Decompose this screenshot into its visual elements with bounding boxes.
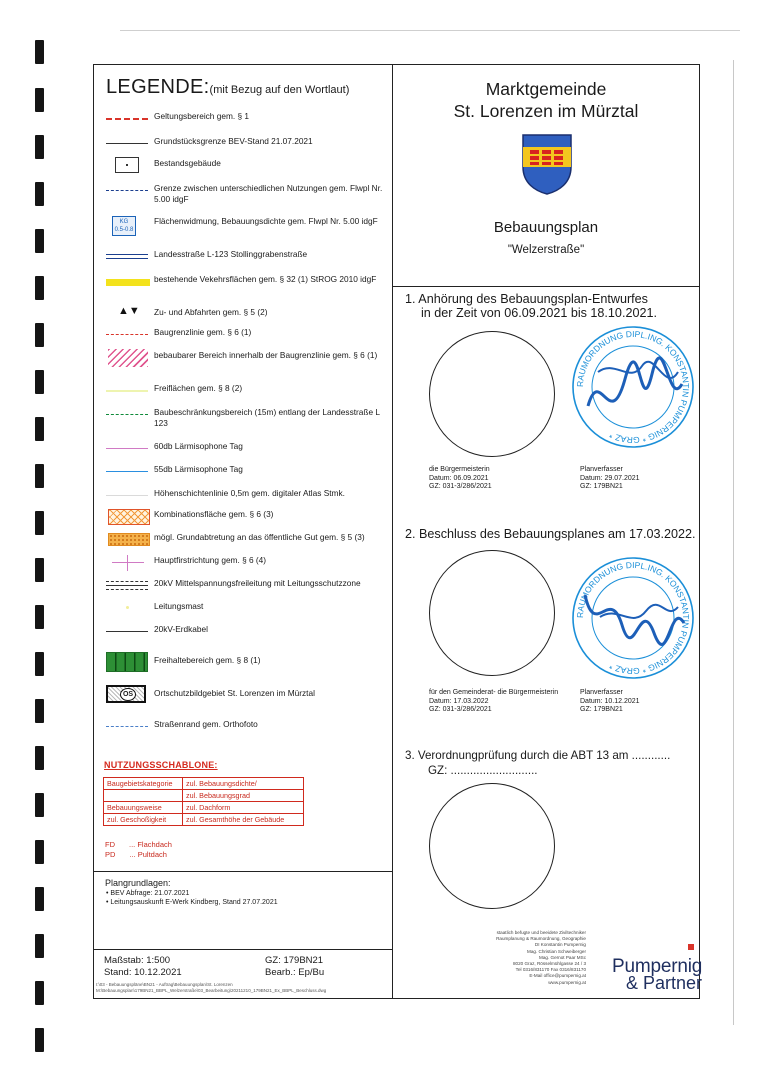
legend-item-text: Bestandsgebäude — [154, 158, 221, 168]
legend-item — [104, 347, 389, 375]
signature-gz: GZ: 179BN21 — [580, 706, 623, 713]
signatory-role: Planverfasser — [580, 689, 623, 696]
office-line: Mag. Christian Schweiberger — [527, 948, 586, 954]
legend-item-text: Grenze zwischen unterschiedlichen Nutzungen gem. Flwpl Nr. 5.00 idgF — [154, 183, 383, 204]
nutzungsschablone-heading: NUTZUNGSSCHABLONE: — [104, 760, 218, 770]
legend-item — [104, 133, 389, 155]
legend-item — [104, 304, 389, 326]
legend-item — [104, 155, 389, 177]
plangrundlagen-item: • BEV Abfrage: 21.07.2021 — [106, 890, 190, 897]
table-cell: zul. Geschoßigkeit — [104, 814, 183, 826]
baubeschraenkung-symbol — [104, 404, 150, 426]
legend-item — [104, 652, 389, 674]
legend-item-text: Kombinationsfläche gem. § 6 (3) — [154, 509, 274, 519]
legend-item — [104, 552, 389, 574]
kombinationsflaeche-symbol — [104, 506, 150, 528]
legend-item-text: 20kV Mittelspannungsfreileitung mit Leitungsschutzzone — [154, 578, 361, 588]
binder-hole — [35, 840, 44, 864]
signature-circle — [429, 783, 555, 909]
legend-item — [104, 461, 389, 483]
municipality-title: Marktgemeinde — [485, 79, 607, 99]
table-cell: zul. Dachform — [183, 802, 304, 814]
widmung-dichte: 0.5-0.8 — [114, 226, 134, 233]
legend-item-text: bestehende Vekehrsflächen gem. § 32 (1) StROG 2010 idgF — [154, 274, 377, 284]
coat-of-arms-icon — [521, 133, 573, 195]
strassenrand-symbol — [104, 716, 150, 738]
signature-date: Datum: 29.07.2021 — [580, 474, 640, 482]
legend-item — [104, 246, 389, 268]
binder-hole — [35, 699, 44, 723]
table-row — [104, 790, 304, 802]
legend-item — [104, 685, 389, 707]
landesstrasse-symbol — [104, 246, 150, 268]
abbr-code: FD — [105, 840, 115, 849]
office-line: 8020 Graz, Rösselmühlgasse 24 / 3 — [512, 961, 586, 967]
hauptfirstrichtung-symbol — [104, 552, 150, 574]
binder-hole — [35, 464, 44, 488]
legend-item — [104, 213, 389, 241]
widmung-code: KG — [119, 219, 129, 225]
official-stamp — [570, 555, 696, 686]
file-path: M:\Bebauungsplan\179BN21_BBPL_Welzerstraße\03_Bearbeitung\20211210_179BN21_Ex_BBPL_Beschluss.dwg — [96, 988, 327, 993]
baugrenzlinie-symbol — [104, 324, 150, 346]
company-logo-text: Pumpernig — [612, 956, 703, 977]
plangrundlagen-item: • Leitungsauskunft E-Werk Kindberg, Stand 27.07.2021 — [106, 899, 278, 906]
abbr-text: ... Pultdach — [129, 850, 167, 859]
table-row — [104, 778, 304, 790]
step1-period: in der Zeit von 06.09.2021 bis 18.10.2021. — [421, 306, 657, 320]
binder-hole — [35, 605, 44, 629]
signature-block-mayor — [429, 466, 492, 492]
stamp-text: RAUMORDNUNG DIPL.ING. KONSTANTIN PUMPERNIG * GRAZ * — [574, 559, 692, 677]
stand-label: Stand: 10.12.2021 — [104, 967, 182, 978]
signature-date: Datum: 17.03.2022 — [429, 697, 489, 705]
plangrundlagen-divider — [93, 871, 393, 872]
bearbeiter-label: Bearb.: Ep/Bu — [265, 967, 325, 978]
binder-hole — [35, 276, 44, 300]
table-cell: zul. Gesamthöhe der Gebäude — [183, 814, 304, 826]
office-line: staatlich befugte und beeidete Ziviltechniker — [496, 930, 586, 935]
legend-item — [104, 529, 389, 551]
os-symbol-text: OS — [120, 688, 136, 701]
legend-item — [104, 404, 389, 432]
legend-item-text: Höhenschichtenlinie 0,5m gem. digitaler Atlas Stmk. — [154, 488, 345, 498]
legend-item — [104, 271, 389, 299]
binder-hole — [35, 182, 44, 206]
office-line: Tel 0316/831170 Fax 0316/831170 — [515, 967, 586, 973]
gz-label: GZ: 179BN21 — [265, 955, 324, 966]
legend-item-text: 20kV-Erdkabel — [154, 624, 208, 634]
file-path: I:\03 - Bebauungspläne\BN21 - Auftrag\Bebauungsplan\St. Lorenzen — [96, 982, 233, 987]
binder-hole — [35, 370, 44, 394]
ortsbildschutz-symbol — [104, 685, 150, 707]
scale-label: Maßstab: 1:500 — [104, 955, 171, 966]
legend-item-text: bebaubarer Bereich innerhalb der Baugrenzlinie gem. § 6 (1) — [154, 350, 378, 360]
verkehrsflaechen-symbol — [104, 271, 150, 293]
logo-dot-icon — [688, 944, 694, 950]
freihaltebereich-symbol — [104, 652, 150, 674]
legend-title-text: LEGENDE: — [106, 76, 210, 98]
office-line: www.pumpernig.at — [548, 979, 586, 985]
plangrundlagen-heading: Plangrundlagen: — [105, 878, 171, 888]
binder-hole — [35, 229, 44, 253]
abbreviation-pd — [105, 850, 167, 859]
legend-item-text: Baugrenzlinie gem. § 6 (1) — [154, 327, 252, 337]
plan-title: Bebauungsplan — [493, 219, 599, 236]
legend-item — [104, 485, 389, 507]
binder-hole — [35, 746, 44, 770]
legend-item-text: Straßenrand gem. Orthofoto — [154, 719, 258, 729]
legend-item-text: Ortschutzbildgebiet St. Lorenzen im Mürztal — [154, 688, 315, 698]
legend-item-text: Geltungsbereich gem. § 1 — [154, 111, 250, 121]
binder-hole — [35, 1028, 44, 1052]
abbr-text: ... Flachdach — [129, 840, 172, 849]
legend-item-text: 60db Lärmisophone Tag — [154, 441, 243, 451]
legend-item — [104, 324, 389, 346]
office-line: E-Mail office@pumpernig.at — [529, 973, 586, 979]
step3-heading: 3. Verordnungprüfung durch die ABT 13 am ............ — [405, 749, 671, 762]
signature-date: Datum: 06.09.2021 — [429, 474, 489, 482]
binder-hole — [35, 417, 44, 441]
flaechenwidmung-symbol — [104, 213, 150, 235]
hoehenschichtenlinie-symbol — [104, 485, 150, 507]
legend-item-text: Leitungsmast — [154, 601, 204, 611]
legend-title-note: (mit Bezug auf den Wortlaut) — [209, 84, 350, 96]
company-logo-text: & Partner — [626, 973, 703, 993]
binder-hole — [35, 981, 44, 1005]
table-row — [104, 802, 304, 814]
legend-item — [104, 108, 389, 130]
legend-item — [104, 380, 389, 402]
plan-subtitle: "Welzerstraße" — [507, 244, 585, 256]
office-address — [492, 930, 586, 986]
coat-of-arms — [521, 133, 573, 200]
legend-item — [104, 598, 389, 620]
binder-hole — [35, 652, 44, 676]
legend-item — [104, 621, 389, 643]
legend-item-text: Landesstraße L-123 Stollinggrabenstraße — [154, 249, 308, 259]
zufahrt-symbol: ▲▼ — [118, 305, 140, 317]
legend-item-text: 55db Lärmisophone Tag — [154, 464, 243, 474]
abbr-code: PD — [105, 850, 116, 859]
legend-item — [104, 716, 389, 738]
official-stamp — [570, 324, 696, 455]
binder-hole — [35, 558, 44, 582]
legend-item-text: Freiflächen gem. § 8 (2) — [154, 383, 243, 393]
table-cell — [104, 790, 183, 802]
signature-circle — [429, 331, 555, 457]
binder-hole — [35, 88, 44, 112]
signature-block-council — [429, 689, 558, 715]
grundabtretung-symbol — [104, 529, 150, 551]
mittelspannung-symbol — [104, 575, 150, 597]
scan-edge-line — [733, 60, 734, 1025]
legend-item-text: Zu- und Abfahrten gem. § 5 (2) — [154, 307, 268, 317]
binder-hole — [35, 40, 44, 64]
legend-item-text: Freihaltebereich gem. § 8 (1) — [154, 655, 261, 665]
signature-gz: GZ: 031-3/286/2021 — [429, 706, 492, 713]
binder-hole — [35, 135, 44, 159]
leitungsmast-symbol — [104, 598, 150, 620]
legend-item — [104, 506, 389, 528]
binder-hole — [35, 511, 44, 535]
table-cell: Baugebietskategorie — [104, 778, 183, 790]
bestandsgebaeude-symbol — [104, 155, 150, 177]
signature-date: Datum: 10.12.2021 — [580, 697, 640, 705]
abbreviation-fd — [105, 840, 172, 849]
legend-item — [104, 180, 389, 208]
office-line: Mag. Gernot Paar MSc — [539, 954, 586, 960]
nutzungsschablone-table — [103, 777, 304, 826]
binder-hole — [35, 934, 44, 958]
binder-hole — [35, 887, 44, 911]
binder-hole — [35, 793, 44, 817]
office-line: Raumplanung & Raumordnung, Geographie — [496, 936, 586, 942]
legend-item — [104, 438, 389, 460]
signatory-role: Planverfasser — [580, 466, 623, 473]
freiflaechen-symbol — [104, 380, 150, 402]
nutzungsgrenze-symbol — [104, 180, 150, 202]
step1-heading: 1. Anhörung des Bebauungsplan-Entwurfes — [405, 292, 648, 306]
signature-block-planner — [580, 689, 640, 715]
geltungsbereich-symbol — [104, 108, 150, 130]
table-row — [104, 814, 304, 826]
legend-item — [104, 575, 389, 597]
signatory-role: die Bürgermeisterin — [429, 466, 490, 473]
title-block-divider — [393, 286, 700, 287]
step3-gz: GZ: ........................... — [428, 764, 538, 777]
bebaubarer-bereich-symbol — [104, 347, 150, 369]
erdkabel-symbol — [104, 621, 150, 643]
table-cell: zul. Bebauungsgrad — [183, 790, 304, 802]
binder-hole — [35, 323, 44, 347]
legend-title — [106, 76, 349, 99]
signature-gz: GZ: 031-3/286/2021 — [429, 483, 492, 490]
signature-circle — [429, 550, 555, 676]
footer-divider — [93, 949, 393, 950]
signature-block-planner — [580, 466, 640, 492]
table-cell: zul. Bebauungsdichte/ — [183, 778, 304, 790]
stamp-text: RAUMORDNUNG DIPL.ING. KONSTANTIN PUMPERNIG * GRAZ * — [574, 328, 692, 446]
legend-item-text: Flächenwidmung, Bebauungsdichte gem. Flwpl Nr. 5.00 idgF — [154, 216, 378, 226]
legend-item-text: Hauptfirstrichtung gem. § 6 (4) — [154, 555, 267, 565]
scan-edge-line — [120, 30, 740, 31]
step2-heading: 2. Beschluss des Bebauungsplanes am 17.03.2022. — [405, 527, 696, 541]
legend-item-text: Grundstücksgrenze BEV-Stand 21.07.2021 — [154, 136, 313, 146]
signatory-role: für den Gemeinderat- die Bürgermeisterin — [429, 689, 559, 696]
office-line: DI Konstantin Pumpernig — [534, 942, 586, 948]
laermisophone-55-symbol — [104, 461, 150, 483]
laermisophone-60-symbol — [104, 438, 150, 460]
legend-item-text: Baubeschränkungsbereich (15m) entlang der Landesstraße L 123 — [154, 407, 380, 428]
signature-gz: GZ: 179BN21 — [580, 483, 623, 490]
grundstuecksgrenze-symbol — [104, 133, 150, 155]
municipality-name: St. Lorenzen im Mürztal — [453, 101, 639, 121]
legend-item-text: mögl. Grundabtretung an das öffentliche Gut gem. § 5 (3) — [154, 532, 365, 542]
table-cell: Bebauungsweise — [104, 802, 183, 814]
